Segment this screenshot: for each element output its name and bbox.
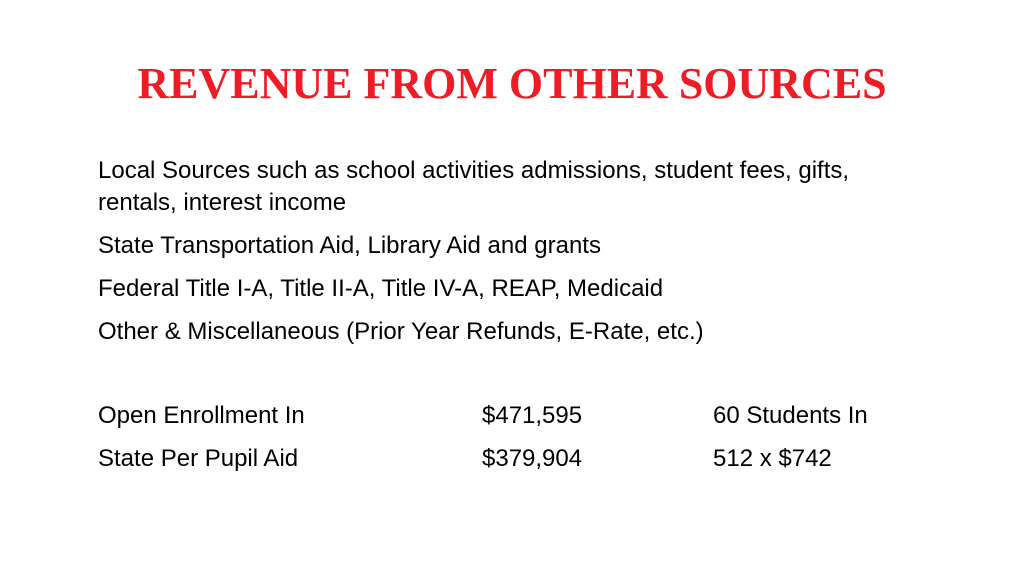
- revenue-figures-table: [98, 400, 918, 486]
- row-note: 512 x $742: [713, 445, 832, 472]
- row-label: State Per Pupil Aid: [98, 445, 299, 472]
- row-label: Open Enrollment In: [98, 402, 305, 429]
- row-note: 60 Students In: [713, 402, 868, 429]
- list-item-other-misc: Other & Miscellaneous (Prior Year Refunds, E-Rate, etc.): [98, 318, 704, 345]
- list-item-federal-titles: Federal Title I-A, Title II-A, Title IV-A, REAP, Medicaid: [98, 275, 664, 302]
- row-amount: $379,904: [482, 445, 583, 472]
- table-row-state-per-pupil: [98, 443, 918, 486]
- revenue-source-list: [98, 155, 898, 359]
- row-amount: $471,595: [482, 402, 583, 429]
- slide-title: REVENUE FROM OTHER SOURCES: [137, 59, 887, 108]
- table-row-open-enrollment: [98, 400, 918, 443]
- list-item-state-aid: State Transportation Aid, Library Aid and grants: [98, 232, 601, 259]
- list-item-local-sources: Local Sources such as school activities admissions, student fees, gifts, rentals, interest income: [98, 157, 850, 216]
